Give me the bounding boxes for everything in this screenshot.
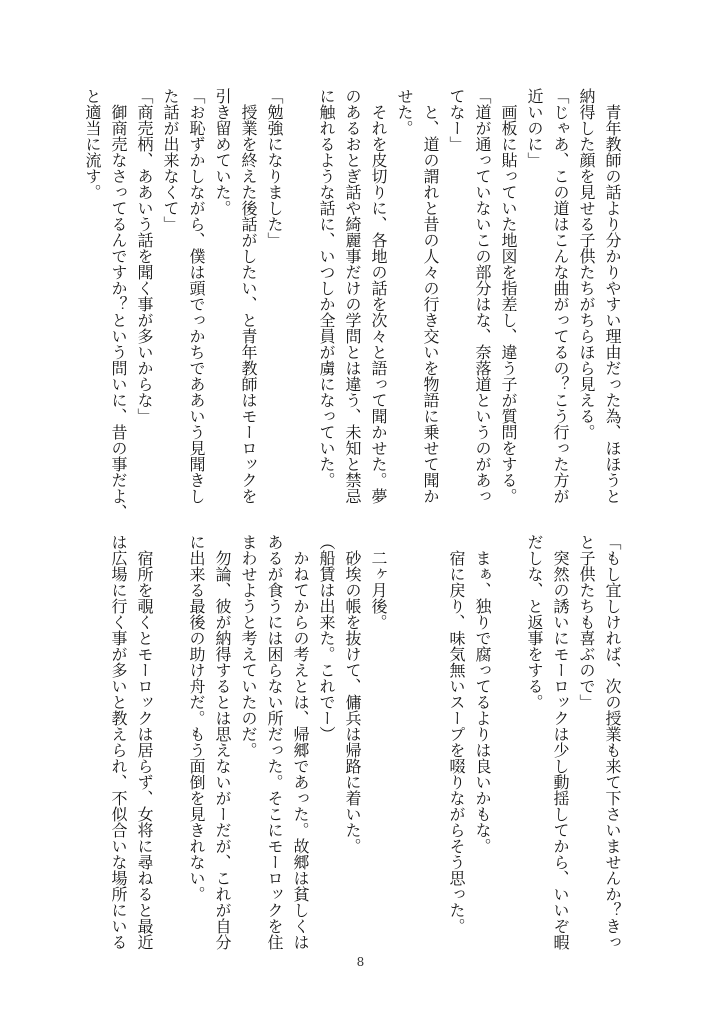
text-line: 「じゃあ、この道はこんな曲がってるの？こう行った方が: [551, 88, 570, 504]
text-line: せた。: [395, 88, 414, 136]
lower-text-block: [105, 534, 625, 949]
text-line: 納得した顔を見せる子供たちがちらほら見える。: [577, 88, 596, 440]
text-line: それを皮切りに、各地の話を次々と語って聞かせた。夢: [369, 88, 388, 504]
text-line: 宿に戻り、味気無いスープを啜りながらそう思った。: [447, 534, 466, 934]
text-line: 画板に貼っていた地図を指差し、違う子が質問をする。: [499, 88, 518, 504]
text-line: に出来る最後の助け舟だ。もう面倒を見きれない。: [187, 534, 206, 902]
text-line: てなー」: [447, 88, 466, 152]
text-line: 近いのに」: [525, 88, 544, 168]
page-number: 8: [356, 955, 365, 969]
text-line: に触れるような話に、いつしか全員が虜になっていた。: [317, 88, 336, 488]
text-line: 「もし宜しければ、次の授業も来て下さいませんか？きっ: [603, 534, 622, 950]
text-line: 授業を終えた後話がしたい、と青年教師はモーロックを: [239, 88, 258, 504]
text-line: 「商売柄、ああいう話を聞く事が多いからな」: [135, 88, 154, 424]
text-line: まぁ、独りで腐ってるよりは良いかもな。: [473, 534, 492, 854]
text-line: と適当に流す。: [83, 88, 102, 200]
blank-line: [391, 534, 417, 949]
text-line: （船賃は出来た。これでー）: [317, 534, 336, 742]
text-line: と子供たちも喜ぶので」: [577, 534, 596, 710]
text-line: 二ヶ月後。: [369, 534, 388, 630]
text-line: た話が出来なくて」: [161, 88, 180, 232]
text-line: だしな、と返事をする。: [525, 534, 544, 710]
upper-text-block: [79, 88, 625, 520]
text-line: 宿所を覗くとモーロックは居らず、女将に尋ねると最近: [135, 534, 154, 950]
text-line: 「道が通っていないこの部分はな、奈落道というのがあっ: [473, 88, 492, 504]
text-line: は広場に行く事が多いと教えられ、不似合いな場所にいる: [109, 534, 128, 950]
text-line: 御商売なさってるんですか？という問いに、昔の事だよ、: [109, 88, 128, 520]
text-line: のあるおとぎ話や綺麗事だけの学問とは違う、未知と禁忌: [343, 88, 362, 504]
text-line: 「勉強になりました」: [265, 88, 284, 248]
text-line: まわせようと考えていたのだ。: [239, 534, 258, 758]
text-line: あるが食うには困らない所だった。そこにモーロックを住: [265, 534, 284, 950]
text-line: 砂埃の帳を抜けて、傭兵は帰路に着いた。: [343, 534, 362, 854]
blank-line: [287, 88, 313, 503]
text-line: 青年教師の話より分かりやすい理由だった為、ほほうと: [603, 88, 622, 504]
text-line: 引き留めていた。: [213, 88, 232, 216]
blank-line: [495, 534, 521, 949]
text-line: と、道の謂れと昔の人々の行き交いを物語に乗せて聞か: [421, 88, 440, 504]
text-line: 勿論、彼が納得するとは思えないがーだが、これが自分: [213, 534, 232, 950]
blank-line: [417, 534, 443, 949]
text-line: 「お恥ずかしながら、僕は頭でっかちでああいう見聞きし: [187, 88, 206, 504]
text-line: 突然の誘いにモーロックは少し動揺してから、いいぞ暇: [551, 534, 570, 950]
blank-line: [157, 534, 183, 949]
text-line: かねてからの考えとは、帰郷であった。故郷は貧しくは: [291, 534, 310, 950]
